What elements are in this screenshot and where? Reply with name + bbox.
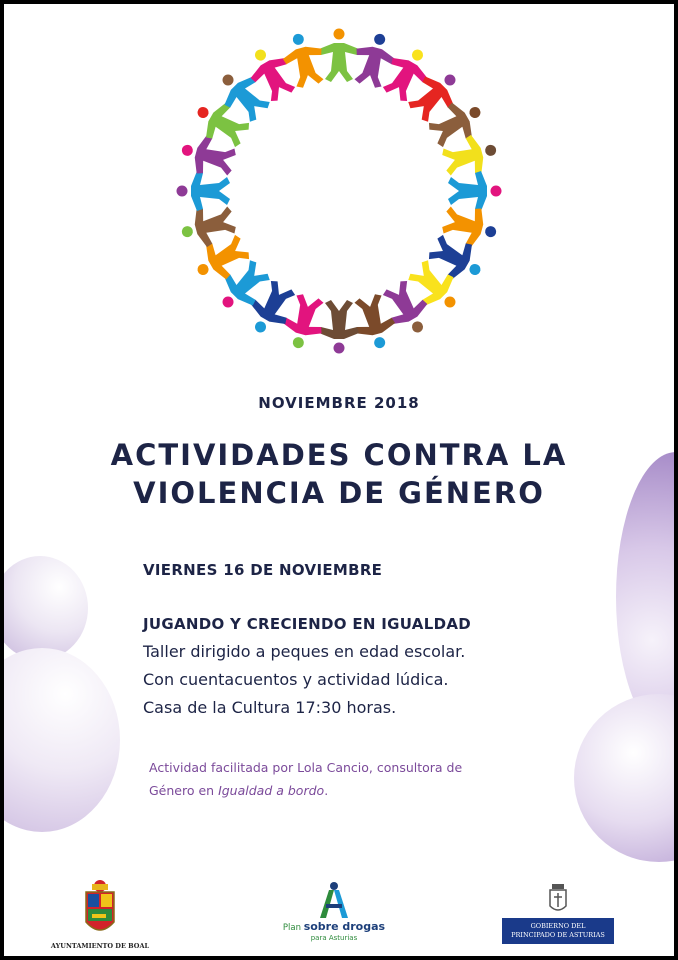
title-line: ACTIVIDADES CONTRA LA xyxy=(110,438,568,472)
description-line: Casa de la Cultura 17:30 horas. xyxy=(143,698,397,717)
boal-label: AYUNTAMIENTO DE BOAL xyxy=(50,942,150,950)
coat-of-arms-icon xyxy=(50,878,150,940)
poster xyxy=(4,4,674,956)
gobierno-label xyxy=(502,918,614,944)
plan-word: para Asturias xyxy=(310,934,358,942)
gobierno-line: PRINCIPADO DE ASTURIAS xyxy=(511,931,605,939)
plan-text xyxy=(274,920,394,943)
person-figure-icon xyxy=(177,200,239,252)
person-figure-icon xyxy=(319,300,359,354)
decorative-bubble xyxy=(574,694,674,862)
decorative-bubble xyxy=(4,556,88,660)
people-ring-logo xyxy=(4,4,674,356)
person-figure-icon xyxy=(348,291,400,353)
ayuntamiento-boal-logo xyxy=(50,878,150,950)
description-line: Taller dirigido a peques en edad escolar. xyxy=(143,642,466,661)
credit-note xyxy=(149,756,462,802)
event-day: VIERNES 16 DE NOVIEMBRE xyxy=(143,561,383,579)
gobierno-asturias-logo xyxy=(502,880,614,946)
poster-title xyxy=(4,436,674,512)
plan-word: sobre drogas xyxy=(303,920,386,933)
credit-line: Actividad facilitada por Lola Cancio, consultora de xyxy=(149,760,463,775)
credit-text: . xyxy=(324,783,329,798)
credit-text: Género en xyxy=(149,783,219,798)
credit-org: Igualdad a bordo xyxy=(218,783,325,798)
person-figure-icon xyxy=(278,29,330,91)
plan-word: Plan xyxy=(282,923,304,933)
description-line: Con cuentacuentos y actividad lúdica. xyxy=(143,670,449,689)
credit-line xyxy=(149,779,462,802)
title-line: VIOLENCIA DE GÉNERO xyxy=(133,476,545,510)
plan-logo-icon xyxy=(274,880,394,920)
person-figure-icon xyxy=(319,29,359,83)
plan-sobre-drogas-logo xyxy=(274,880,394,944)
asturias-crest-icon xyxy=(502,880,614,916)
person-figure-icon xyxy=(439,130,501,182)
person-figure-icon xyxy=(177,171,231,211)
activity-name: JUGANDO Y CRECIENDO EN IGUALDAD xyxy=(143,615,471,633)
gobierno-line: GOBIERNO DEL xyxy=(530,922,586,930)
event-month: NOVIEMBRE 2018 xyxy=(258,394,420,412)
activity-description xyxy=(143,638,465,722)
decorative-bubble xyxy=(4,648,120,832)
person-figure-icon xyxy=(448,171,502,211)
